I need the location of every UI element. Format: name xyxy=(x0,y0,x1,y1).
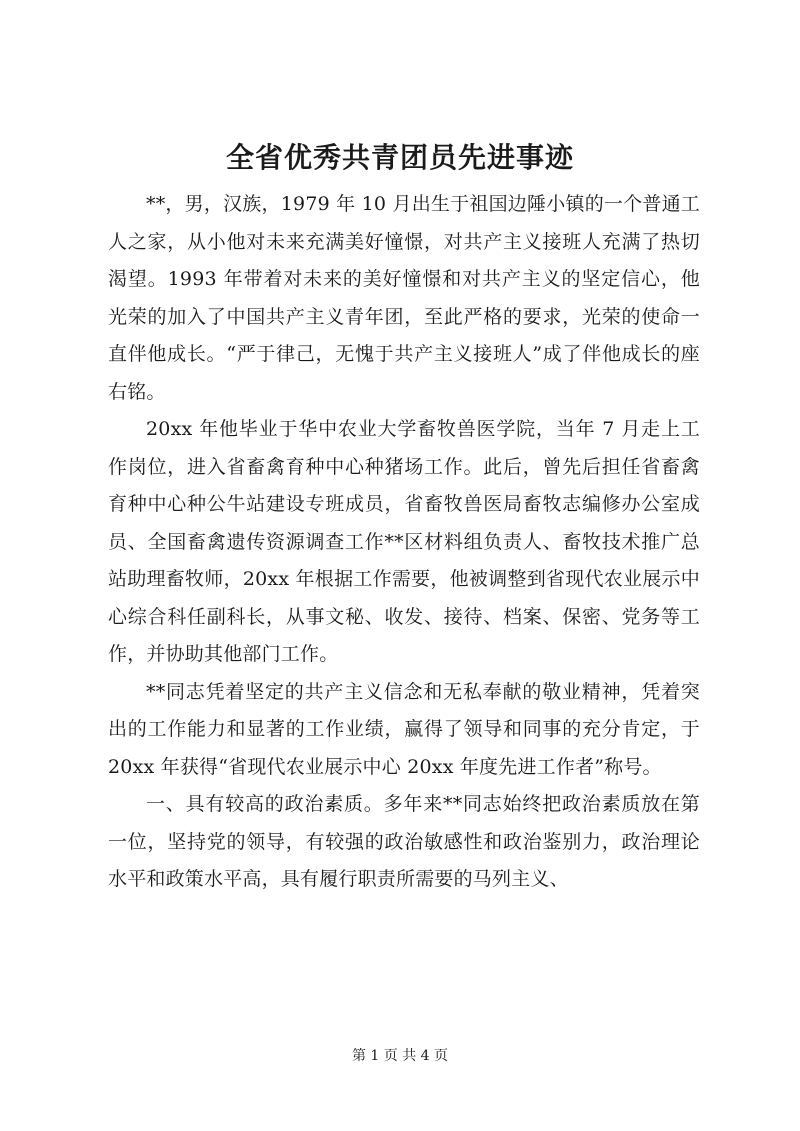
paragraph-2: 20xx 年他毕业于华中农业大学畜牧兽医学院，当年 7 月走上工作岗位，进入省畜禽育种中心种猪场工作。此后，曾先后担任省畜禽育种中心种公牛站建设专班成员，省畜牧兽医局畜牧志编修办公室成员、全国畜禽遗传资源调查工作**区材料组负责人、畜牧技术推广总站助理畜牧师，20xx 年根据工作需要，他被调整到省现代农业展示中心综合科任副科长，从事文秘、收发、接待、档案、保密、党务等工作，并协助其他部门工作。 xyxy=(108,418,700,665)
paragraph-3: **同志凭着坚定的共产主义信念和无私奉献的敬业精神，凭着突出的工作能力和显著的工作业绩，赢得了领导和同事的充分肯定，于 20xx 年获得“省现代农业展示中心 20xx 年度先进工作者”称号。 xyxy=(108,680,700,778)
paragraph-4: 一、具有较高的政治素质。多年来**同志始终把政治素质放在第一位，坚持党的领导，有较强的政治敏感性和政治鉴别力，政治理论水平和政策水平高，具有履行职责所需要的马列主义、 xyxy=(108,793,700,890)
document-title: 全省优秀共青团员先进事迹 xyxy=(225,141,574,174)
document-body xyxy=(108,186,700,899)
page-footer: 第 1 页 共 4 页 xyxy=(351,1048,449,1064)
paragraph-1: **，男，汉族，1979 年 10 月出生于祖国边陲小镇的一个普通工人之家，从小他对未来充满美好憧憬，对共产主义接班人充满了热切渴望。1993 年带着对未来的美好憧憬和对共产主义的坚定信心，他光荣的加入了中国共产主义青年团，至此严格的要求，光荣的使命一直伴他成长。“严于律己，无愧于共产主义接班人”成了伴他成长的座右铭。 xyxy=(108,193,700,403)
